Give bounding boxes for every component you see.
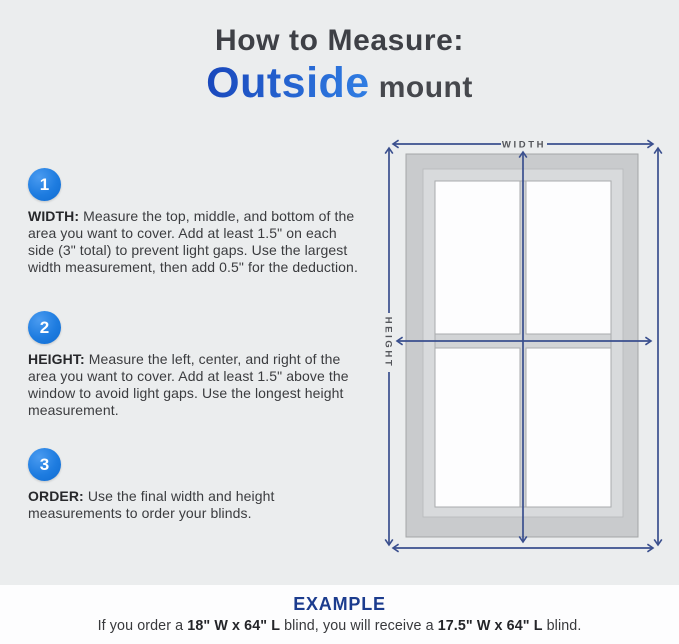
window-diagram — [370, 125, 679, 595]
example-text — [0, 618, 679, 634]
step-text — [28, 488, 364, 522]
step-label: HEIGHT: — [28, 351, 85, 367]
example-middle: blind, you will receive a — [280, 618, 438, 634]
step-body: Measure the left, center, and right of the area you want to cover. Add at least 1.5" above the window to avoid light gaps. Use the longest height measurement. — [28, 351, 349, 418]
example-prefix: If you order a — [97, 618, 188, 634]
window-pane — [526, 348, 611, 507]
step-number-badge: 1 — [28, 168, 61, 201]
example-bold-ordered-size: 18" W x 64" L — [187, 618, 281, 634]
step-body: Use the final width and height measurements to order your blinds. — [28, 488, 275, 521]
window-pane — [435, 348, 520, 507]
title-suffix: mount — [378, 70, 473, 104]
step-label: ORDER: — [28, 488, 84, 504]
example-bold-received-size: 17.5" W x 64" L — [437, 618, 543, 634]
example-heading: EXAMPLE — [293, 594, 386, 614]
step-text — [28, 351, 364, 419]
step-item-order — [28, 448, 370, 522]
width-label: WIDTH — [501, 139, 547, 151]
step-text — [28, 208, 364, 276]
title-highlight: Outside — [206, 58, 370, 107]
example-suffix: blind. — [542, 618, 582, 634]
height-label: HEIGHT — [382, 316, 394, 369]
step-item-height — [28, 311, 370, 419]
window-pane — [435, 181, 520, 334]
window-pane — [526, 181, 611, 334]
step-body: Measure the top, middle, and bottom of the area you want to cover. Add at least 1.5" on each side (3" total) to prevent light gaps. Use the largest width measurement, then add 0.5" for the deduction. — [28, 208, 358, 275]
example-section — [0, 585, 679, 644]
step-number-badge: 2 — [28, 311, 61, 344]
step-label: WIDTH: — [28, 208, 80, 224]
step-item-width — [28, 168, 370, 276]
page-title — [0, 24, 679, 107]
window-frame — [406, 154, 638, 537]
title-line2 — [0, 59, 679, 107]
title-line1: How to Measure: — [214, 24, 465, 57]
step-number-badge: 3 — [28, 448, 61, 481]
